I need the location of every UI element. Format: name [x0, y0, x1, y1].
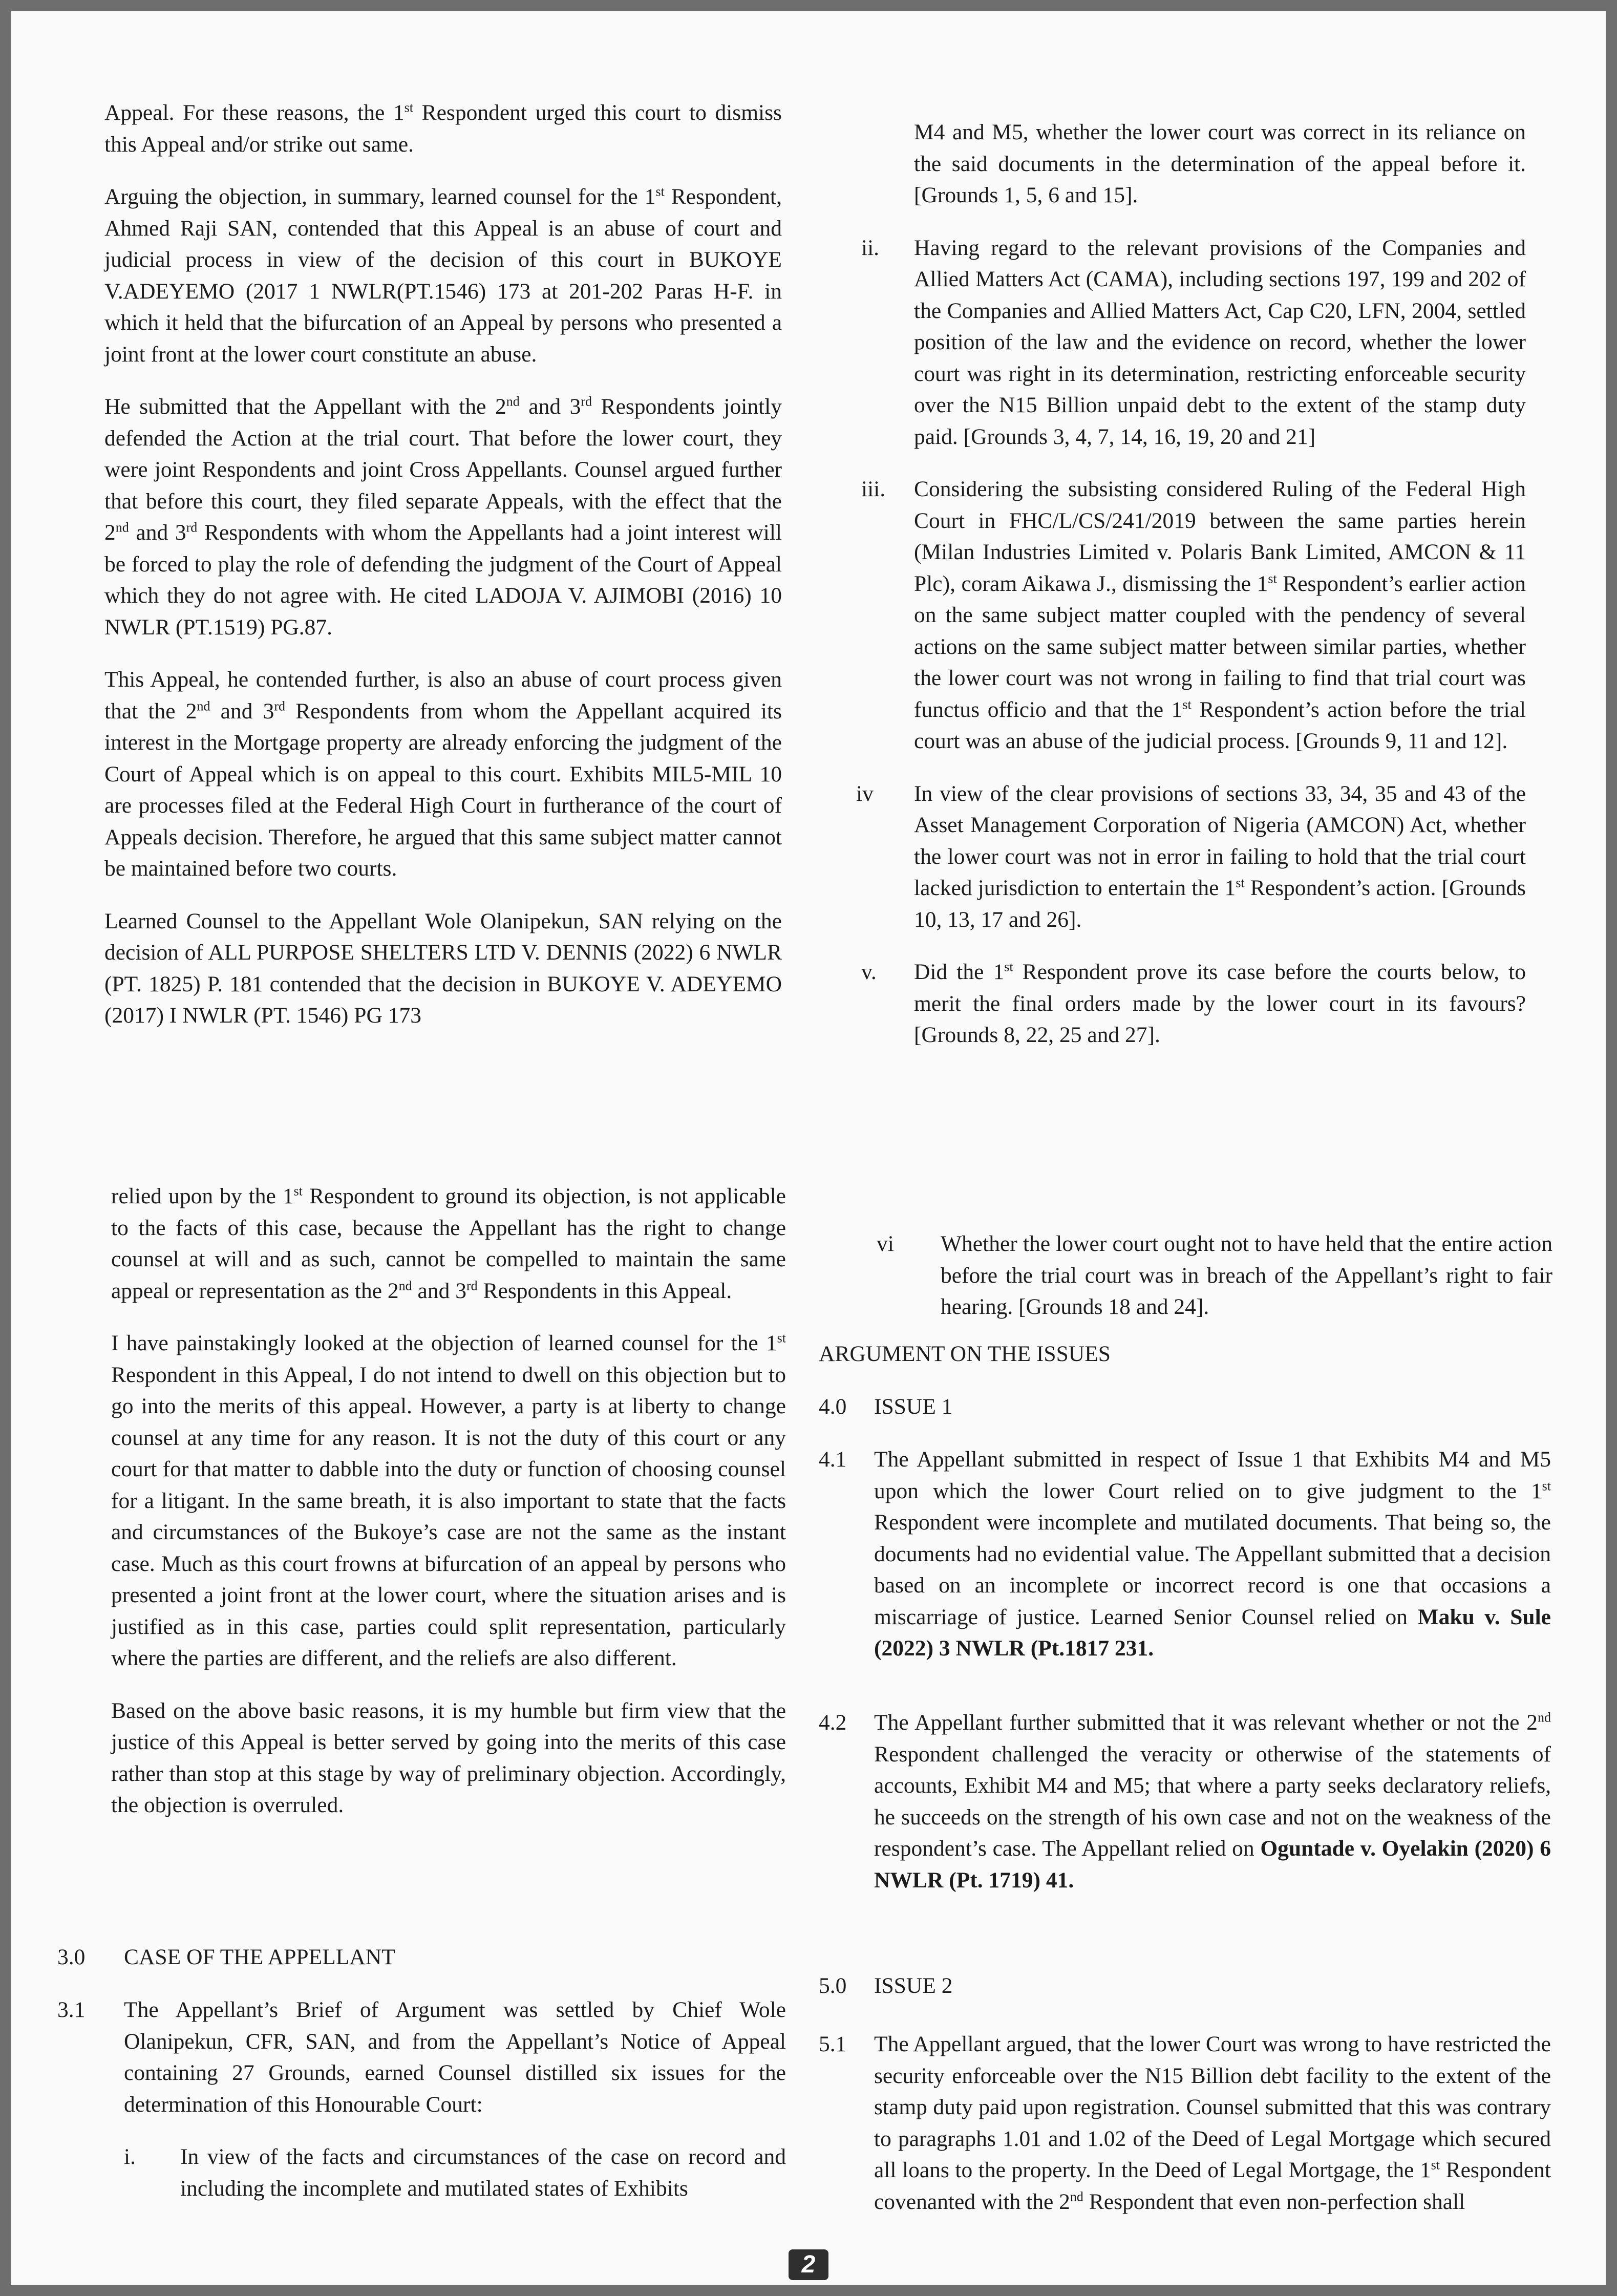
ordinal-suffix: nd [1538, 1710, 1551, 1725]
issue-marker: i. [124, 2144, 136, 2169]
left-column-top [104, 97, 782, 1032]
right-column-top [854, 117, 1526, 1051]
text-run: Respondent prove its case before the courts below, to merit the final orders made by the lower court in its favours? [Grounds 8, 22, 25 and 27]. [914, 960, 1526, 1047]
section-text [124, 1994, 786, 2120]
text-run: Respondents with whom the Appellants had a joint interest will be forced to play the role of defending the judgment of the Court of Appeal which they do not agree with. He cited LADOJA V. AJIMOBI (2016) 10 NWLR (PT.1519) PG.87. [104, 520, 782, 640]
section-number: 5.0 [819, 1973, 847, 1998]
ordinal-suffix: rd [186, 520, 198, 535]
heading-text: ARGUMENT ON THE ISSUES [819, 1342, 1111, 1366]
ordinal-suffix: st [293, 1183, 303, 1199]
text-run: Respondent challenged the veracity or otherwise of the statements of accounts, Exhibit M4 and M5; that where a party seeks declaratory reliefs, he succeeds on the strength of his own case and not on the weakness of the respondent’s case. The Appellant relied on [874, 1741, 1551, 1861]
issue-marker: ii. [861, 235, 880, 260]
citation: Maku v. Sule (2022) 3 NWLR (Pt.1817 231. [874, 1604, 1551, 1661]
issue-text [914, 956, 1526, 1051]
section-number: 3.1 [57, 1997, 86, 2022]
section-4-2 [819, 1707, 1551, 1896]
text-run: In view of the clear provisions of sections 33, 34, 35 and 43 of the Asset Management Corporation of Nigeria (AMCON) Act, whether the lower court was not in error in failing to hold that the trial court lacked jurisdiction to entertain the 1 [914, 781, 1526, 900]
ordinal-suffix: rd [581, 394, 592, 409]
ordinal-suffix: rd [466, 1278, 478, 1293]
section-number: 3.0 [57, 1945, 86, 1969]
ordinal-suffix: st [1268, 571, 1277, 586]
text-run: Having regard to the relevant provisions of the Companies and Allied Matters Act (CAMA), including sections 197, 199 and 202 of the Companies and Allied Matters Act, Cap C20, LFN, 2004, settled position of the law and the evidence on record, whether the lower court was right in its determination, restricting enforceable security over the N15 Billion unpaid debt to the extent of the stamp duty paid. [Grounds 3, 4, 7, 14, 16, 19, 20 and 21] [914, 235, 1526, 449]
text-run: and 3 [210, 698, 274, 724]
issue-text [914, 778, 1526, 936]
text-run: Respondent’s action. [Grounds 10, 13, 17 and 26]. [914, 876, 1526, 932]
section-title: CASE OF THE APPELLANT [124, 1945, 395, 1969]
issue-item [854, 778, 1526, 936]
text-run: Respondent, Ahmed Raji SAN, contended that this Appeal is an abuse of court and judicial process in view of the decision of this court in BUKOYE V.ADEYEMO (2017 1 NWLR(PT.1546) 173 at 201-202 Paras H-F. in which it held that the bifurcation of an Appeal by persons who presented a joint front at the lower court constitute an abuse. [104, 184, 782, 367]
ordinal-suffix: nd [506, 394, 520, 409]
text-run: Respondent’s earlier action on the same subject matter coupled with the pendency of several actions on the same subject matter between similar parties, whether the lower court was not wrong in failing to find that trial court was functus officio and that the 1 [914, 571, 1526, 722]
left-column-bottom [111, 1181, 786, 1821]
section-number: 5.1 [819, 2032, 847, 2056]
citation: Oguntade v. Oyelakin (2020) 6 NWLR (Pt. 1719) 41. [874, 1836, 1551, 1893]
ordinal-suffix: st [404, 100, 413, 115]
paragraph [104, 97, 782, 160]
text-run: Based on the above basic reasons, it is my humble but firm view that the justice of this Appeal is better served by going into the merits of this case rather than stop at this stage by way of preliminary objection. Accordingly, the objection is overruled. [111, 1698, 786, 1817]
text-run: He submitted that the Appellant with the 2 [104, 394, 506, 419]
text-run: Did the 1 [914, 960, 1005, 984]
issue-text [914, 232, 1526, 453]
issue-marker: iii. [861, 477, 886, 501]
text-run: Respondent were incomplete and mutilated documents. That being so, the documents had no evidential value. The Appellant submitted that a decision based on an incomplete or incorrect record is one that occasions a miscarriage of justice. Learned Senior Counsel relied on [874, 1510, 1551, 1629]
text-run: Respondent urged this court to dismiss this Appeal and/or strike out same. [104, 100, 782, 157]
section-title: ISSUE 2 [874, 1973, 953, 1998]
issue-text [180, 2141, 786, 2204]
ordinal-suffix: rd [274, 698, 286, 713]
right-column-bottom [877, 1228, 1552, 1323]
ordinal-suffix: st [1542, 1478, 1551, 1493]
text-run: and 3 [519, 394, 581, 419]
text-run: I have painstakingly looked at the objection of learned counsel for the 1 [111, 1331, 777, 1355]
paragraph [104, 664, 782, 885]
paragraph [111, 1181, 786, 1307]
text-run: M4 and M5, whether the lower court was correct in its reliance on the said documents in the determination of the appeal before it. [Grounds 1, 5, 6 and 15]. [914, 120, 1526, 207]
paragraph [104, 391, 782, 643]
text-run: relied upon by the 1 [111, 1184, 294, 1208]
text-run: Learned Counsel to the Appellant Wole Olanipekun, SAN relying on the decision of ALL PURPOSE SHELTERS LTD V. DENNIS (2022) 6 NWLR (PT. 1825) P. 181 contended that the decision in BUKOYE V. ADEYEMO (2017) I NWLR (PT. 1546) PG 173 [104, 908, 782, 1028]
text-run: Respondent that even non-perfection shall [1083, 2189, 1465, 2214]
paragraph [111, 1695, 786, 1821]
text-run: The Appellant further submitted that it was relevant whether or not the 2 [874, 1710, 1538, 1735]
issue-item [854, 474, 1526, 757]
section-number: 4.2 [819, 1710, 847, 1735]
paragraph [111, 1328, 786, 1674]
page-number: 2 [789, 2249, 828, 2280]
text-run: Respondent’s action before the trial court was an abuse of the judicial process. [Grounds 9, 11 and 12]. [914, 697, 1526, 753]
section-number: 4.1 [819, 1447, 847, 1472]
issue-marker: iv [856, 781, 874, 806]
text-run: Respondents from whom the Appellant acquired its interest in the Mortgage property are already enforcing the judgment of the Court of Appeal which is on appeal to this court. Exhibits MIL5-MIL 10 are processes filed at the Federal High Court in furtherance of the court of Appeals decision. Therefore, he argued that this same subject matter cannot be maintained before two courts. [104, 698, 782, 881]
ordinal-suffix: nd [115, 520, 129, 535]
text-run: Respondent covenanted with the 2 [874, 2158, 1551, 2214]
issue-1-heading [819, 1391, 1536, 1423]
issue-item [57, 2141, 786, 2204]
text-run: Respondent to ground its objection, is not applicable to the facts of this case, because the Appellant has the right to change counsel at will and as such, cannot be compelled to maintain the same appeal or representation as the 2 [111, 1184, 786, 1303]
issue-item [877, 1228, 1552, 1323]
text-run: Appeal. For these reasons, the 1 [104, 100, 405, 125]
section-4-1 [819, 1444, 1551, 1665]
text-run: The Appellant submitted in respect of Issue 1 that Exhibits M4 and M5 upon which the lower Court relied on to give judgment to the 1 [874, 1447, 1551, 1503]
issue-text [941, 1228, 1552, 1323]
issue-item [854, 232, 1526, 453]
issue-marker: vi [877, 1231, 894, 1256]
ordinal-suffix: st [1236, 875, 1245, 890]
section-3-1 [57, 1994, 786, 2204]
text-run: Respondents jointly defended the Action at the trial court. That before the lower court, they were joint Respondents and joint Cross Appellants. Counsel argued further that before this court, they filed separate Appeals, with the effect that the 2 [104, 394, 782, 545]
ordinal-suffix: st [1431, 2157, 1440, 2173]
issue-marker: v. [861, 960, 877, 984]
ordinal-suffix: nd [1070, 2189, 1083, 2204]
ordinal-suffix: nd [197, 698, 210, 713]
text-run: In view of the facts and circumstances of the case on record and including the incomplete and mutilated states of Exhibits [180, 2144, 786, 2201]
text-run: Arguing the objection, in summary, learned counsel for the 1 [104, 184, 656, 209]
ordinal-suffix: st [1182, 697, 1192, 712]
section-5-1 [819, 2029, 1551, 2218]
section-heading-3-0 [57, 1942, 784, 1973]
ordinal-suffix: st [1004, 959, 1013, 974]
issue-item [854, 956, 1526, 1051]
paragraph [104, 906, 782, 1032]
ordinal-suffix: st [777, 1330, 786, 1346]
document-page [11, 11, 1606, 2285]
issue-text [914, 474, 1526, 757]
argument-heading [819, 1338, 1536, 1370]
text-run: The Appellant argued, that the lower Court was wrong to have restricted the security enforceable over the N15 Billion debt facility to the extent of the stamp duty paid upon registration. Counsel submitted that this was contrary to paragraphs 1.01 and 1.02 of the Deed of Legal Mortgage which secured all loans to the property. In the Deed of Legal Mortgage, the 1 [874, 2032, 1551, 2182]
section-title: ISSUE 1 [874, 1394, 953, 1419]
text-run: Respondents in this Appeal. [477, 1278, 732, 1303]
text-run: and 3 [412, 1278, 466, 1303]
text-run: Whether the lower court ought not to have held that the entire action before the trial court was in breach of the Appellant’s right to fair hearing. [Grounds 18 and 24]. [941, 1231, 1552, 1319]
issue-continuation [914, 117, 1526, 211]
ordinal-suffix: nd [398, 1278, 412, 1293]
text-run: and 3 [129, 520, 186, 545]
text-run: Considering the subsisting considered Ruling of the Federal High Court in FHC/L/CS/241/2019 between the same parties herein (Milan Industries Limited v. Polaris Bank Limited, AMCON & 11 Plc), coram Aikawa J., dismissing the 1 [914, 477, 1526, 596]
paragraph [104, 181, 782, 370]
issue-2-heading [819, 1970, 1536, 2002]
text-run: Respondent in this Appeal, I do not intend to dwell on this objection but to go into the merits of this appeal. However, a party is at liberty to change counsel at any time for any reason. It is not the duty of this court or any court for that matter to dabble into the duty or function of choosing counsel for a litigant. In the same breath, it is also important to state that the facts and circumstances of the Bukoye’s case are not the same as the instant case. Much as this court frowns at bifurcation of an appeal by persons who presented a joint front at the lower court, where the situation arises and is justified as in this case, parties could split representation, particularly where the parties are different, and the reliefs are also different. [111, 1362, 786, 1670]
section-number: 4.0 [819, 1394, 847, 1419]
section-text [874, 1444, 1551, 1665]
section-text [874, 2029, 1551, 2218]
text-run: This Appeal, he contended further, is also an abuse of court process given that the 2 [104, 667, 782, 724]
ordinal-suffix: st [655, 184, 665, 199]
text-run: The Appellant’s Brief of Argument was settled by Chief Wole Olanipekun, CFR, SAN, and from the Appellant’s Notice of Appeal containing 27 Grounds, earned Counsel distilled six issues for the determination of this Honourable Court: [124, 1997, 786, 2117]
section-text [874, 1707, 1551, 1896]
